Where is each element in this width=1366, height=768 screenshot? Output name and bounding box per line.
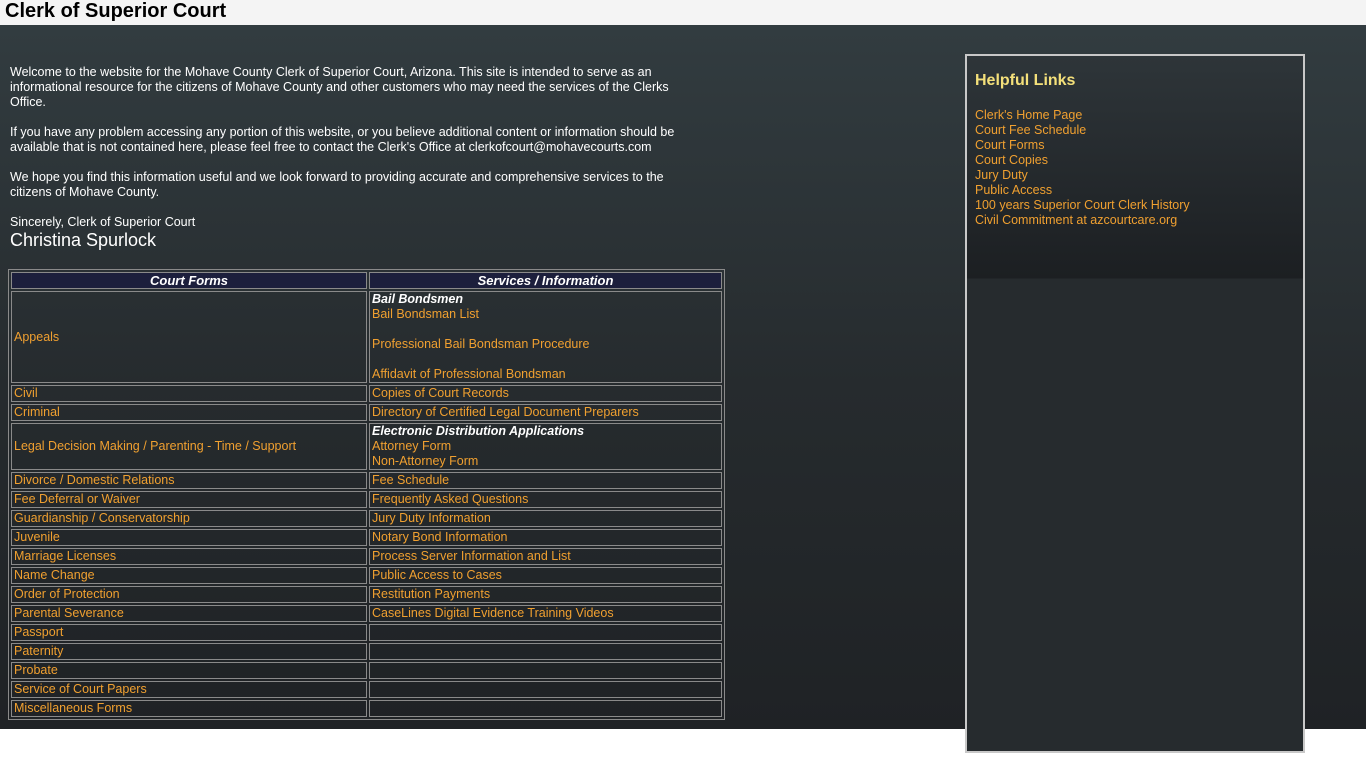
sidebar-link-fee-schedule[interactable]: Court Fee Schedule xyxy=(975,123,1087,137)
form-link-appeals[interactable]: Appeals xyxy=(11,291,367,383)
table-row xyxy=(11,385,722,402)
table-header-row xyxy=(11,272,722,289)
signature-name: Christina Spurlock xyxy=(10,230,157,250)
intro-paragraph-welcome: Welcome to the website for the Mohave County Clerk of Superior Court, Arizona. This site is intended to serve as an informational resource for the citizens of Mohave County and other customers who may need the services of the Clerks Office. xyxy=(10,65,669,109)
spacer xyxy=(372,322,719,337)
table-row xyxy=(11,510,722,527)
empty-cell xyxy=(369,643,722,660)
service-link-copies[interactable]: Copies of Court Records xyxy=(369,385,722,402)
intro-text xyxy=(10,65,675,250)
form-link-civil[interactable]: Civil xyxy=(11,385,367,402)
form-link-divorce[interactable]: Divorce / Domestic Relations xyxy=(11,472,367,489)
form-link-guardianship[interactable]: Guardianship / Conservatorship xyxy=(11,510,367,527)
bail-bondsman-affidavit-link[interactable]: Affidavit of Professional Bondsman xyxy=(372,367,566,381)
service-link-jury-duty[interactable]: Jury Duty Information xyxy=(369,510,722,527)
helpful-links-list xyxy=(975,108,1190,228)
service-link-public-access[interactable]: Public Access to Cases xyxy=(369,567,722,584)
sidebar-title: Helpful Links xyxy=(975,72,1076,89)
bail-bondsmen-cell xyxy=(369,291,722,383)
table-row xyxy=(11,491,722,508)
table-row xyxy=(11,529,722,546)
sidebar-link-public-access[interactable]: Public Access xyxy=(975,183,1053,197)
table-row xyxy=(11,404,722,421)
table-row xyxy=(11,643,722,660)
form-link-marriage-licenses[interactable]: Marriage Licenses xyxy=(11,548,367,565)
sidebar-link-home[interactable]: Clerk's Home Page xyxy=(975,108,1083,122)
sidebar-link-jury-duty[interactable]: Jury Duty xyxy=(975,168,1028,182)
empty-cell xyxy=(369,700,722,717)
table-row xyxy=(11,624,722,641)
table-row xyxy=(11,605,722,622)
bail-bondsmen-heading: Bail Bondsmen xyxy=(372,292,463,306)
empty-cell xyxy=(369,662,722,679)
page-title: Clerk of Superior Court xyxy=(5,0,227,22)
column-header-services: Services / Information xyxy=(369,272,722,289)
form-link-probate[interactable]: Probate xyxy=(11,662,367,679)
service-link-fee-schedule[interactable]: Fee Schedule xyxy=(369,472,722,489)
sidebar-link-history[interactable]: 100 years Superior Court Clerk History xyxy=(975,198,1190,212)
form-link-fee-deferral[interactable]: Fee Deferral or Waiver xyxy=(11,491,367,508)
form-link-miscellaneous[interactable]: Miscellaneous Forms xyxy=(11,700,367,717)
table-row xyxy=(11,586,722,603)
intro-sincerely: Sincerely, Clerk of Superior Court xyxy=(10,215,196,229)
spacer xyxy=(372,352,719,367)
form-link-legal-decision-making[interactable]: Legal Decision Making / Parenting - Time / Support xyxy=(11,423,367,470)
table-row xyxy=(11,567,722,584)
form-link-service-of-court-papers[interactable]: Service of Court Papers xyxy=(11,681,367,698)
table-row xyxy=(11,662,722,679)
form-link-passport[interactable]: Passport xyxy=(11,624,367,641)
electronic-distribution-heading: Electronic Distribution Applications xyxy=(372,424,585,438)
table-row xyxy=(11,423,722,470)
sidebar-link-court-forms[interactable]: Court Forms xyxy=(975,138,1045,152)
form-link-criminal[interactable]: Criminal xyxy=(11,404,367,421)
attorney-form-link[interactable]: Attorney Form xyxy=(372,439,452,453)
sidebar-link-civil-commitment[interactable]: Civil Commitment at azcourtcare.org xyxy=(975,213,1178,227)
service-link-process-server[interactable]: Process Server Information and List xyxy=(369,548,722,565)
table-row xyxy=(11,681,722,698)
electronic-distribution-cell xyxy=(369,423,722,470)
form-link-paternity[interactable]: Paternity xyxy=(11,643,367,660)
form-link-order-of-protection[interactable]: Order of Protection xyxy=(11,586,367,603)
form-link-parental-severance[interactable]: Parental Severance xyxy=(11,605,367,622)
bail-bondsman-list-link[interactable]: Bail Bondsman List xyxy=(372,307,480,321)
table-row xyxy=(11,291,722,383)
table-row xyxy=(11,548,722,565)
forms-services-table xyxy=(8,269,725,720)
service-link-caselines[interactable]: CaseLines Digital Evidence Training Videos xyxy=(369,605,722,622)
empty-cell xyxy=(369,624,722,641)
service-link-faq[interactable]: Frequently Asked Questions xyxy=(369,491,722,508)
service-link-legal-document-preparers[interactable]: Directory of Certified Legal Document Preparers xyxy=(369,404,722,421)
main-content xyxy=(0,25,1366,729)
sidebar-link-court-copies[interactable]: Court Copies xyxy=(975,153,1048,167)
non-attorney-form-link[interactable]: Non-Attorney Form xyxy=(372,454,479,468)
form-link-juvenile[interactable]: Juvenile xyxy=(11,529,367,546)
service-link-restitution[interactable]: Restitution Payments xyxy=(369,586,722,603)
helpful-links-sidebar xyxy=(965,54,1305,753)
table-row xyxy=(11,472,722,489)
intro-paragraph-hope: We hope you find this information useful and we look forward to providing accurate and comprehensive services to the citizens of Mohave County. xyxy=(10,170,664,199)
bail-bondsman-procedure-link[interactable]: Professional Bail Bondsman Procedure xyxy=(372,337,590,351)
form-link-name-change[interactable]: Name Change xyxy=(11,567,367,584)
page-header xyxy=(0,0,1366,25)
service-link-notary-bond[interactable]: Notary Bond Information xyxy=(369,529,722,546)
table-row xyxy=(11,700,722,717)
intro-paragraph-contact: If you have any problem accessing any portion of this website, or you believe additional content or information should be available that is not contained here, please feel free to contact the Clerk's Office at clerkofcourt@mohavecourts.com xyxy=(10,125,675,154)
empty-cell xyxy=(369,681,722,698)
column-header-court-forms: Court Forms xyxy=(11,272,367,289)
